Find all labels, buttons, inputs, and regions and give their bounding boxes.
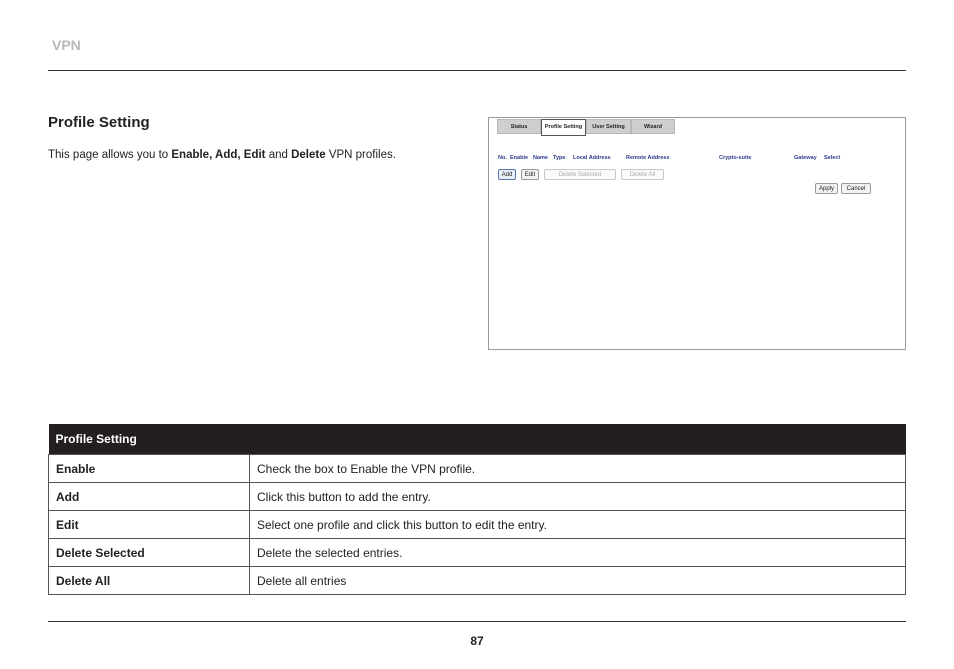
apply-button[interactable]: Apply xyxy=(815,183,838,194)
section-label: VPN xyxy=(52,37,81,53)
row-term: Delete Selected xyxy=(49,539,250,567)
delete-all-button[interactable]: Delete All xyxy=(621,169,664,180)
page-number: 87 xyxy=(470,634,484,648)
table-row xyxy=(49,455,906,483)
edit-button[interactable]: Edit xyxy=(521,169,539,180)
tab-status[interactable]: Status xyxy=(497,119,541,134)
row-description: Delete the selected entries. xyxy=(250,539,906,567)
table-row xyxy=(49,539,906,567)
profile-setting-screenshot xyxy=(488,117,906,350)
row-description: Select one profile and click this button to edit the entry. xyxy=(250,511,906,539)
table-row xyxy=(49,511,906,539)
column-remote-address: Remote Address xyxy=(626,155,670,161)
top-rule xyxy=(48,70,906,71)
row-term: Delete All xyxy=(49,567,250,595)
column-name: Name xyxy=(533,155,548,161)
add-button[interactable]: Add xyxy=(498,169,516,180)
cancel-button[interactable]: Cancel xyxy=(841,183,871,194)
column-type: Type xyxy=(553,155,566,161)
column-crypto-suite: Crypto-suite xyxy=(719,155,752,161)
bottom-rule xyxy=(48,621,906,622)
row-description: Delete all entries xyxy=(250,567,906,595)
tab-profile-setting[interactable]: Profile Setting xyxy=(541,119,586,136)
column-no: No. xyxy=(498,155,507,161)
tab-user-setting[interactable]: User Setting xyxy=(586,119,631,134)
column-local-address: Local Address xyxy=(573,155,611,161)
tab-bar xyxy=(497,119,675,136)
column-select: Select xyxy=(824,155,841,161)
column-gateway: Gateway xyxy=(794,155,817,161)
table-row xyxy=(49,567,906,595)
row-term: Add xyxy=(49,483,250,511)
column-enable: Enable xyxy=(510,155,529,161)
row-term: Enable xyxy=(49,455,250,483)
intro-paragraph: This page allows you to Enable, Add, Edit and Delete VPN profiles. xyxy=(48,149,396,161)
table-title: Profile Setting xyxy=(49,424,906,455)
row-term: Edit xyxy=(49,511,250,539)
table-header-row xyxy=(49,424,906,455)
profile-setting-table xyxy=(48,424,906,595)
page-heading: Profile Setting xyxy=(48,114,150,131)
tab-wizard[interactable]: Wizard xyxy=(631,119,675,134)
delete-selected-button[interactable]: Delete Selected xyxy=(544,169,616,180)
table-row xyxy=(49,483,906,511)
row-description: Click this button to add the entry. xyxy=(250,483,906,511)
row-description: Check the box to Enable the VPN profile. xyxy=(250,455,906,483)
